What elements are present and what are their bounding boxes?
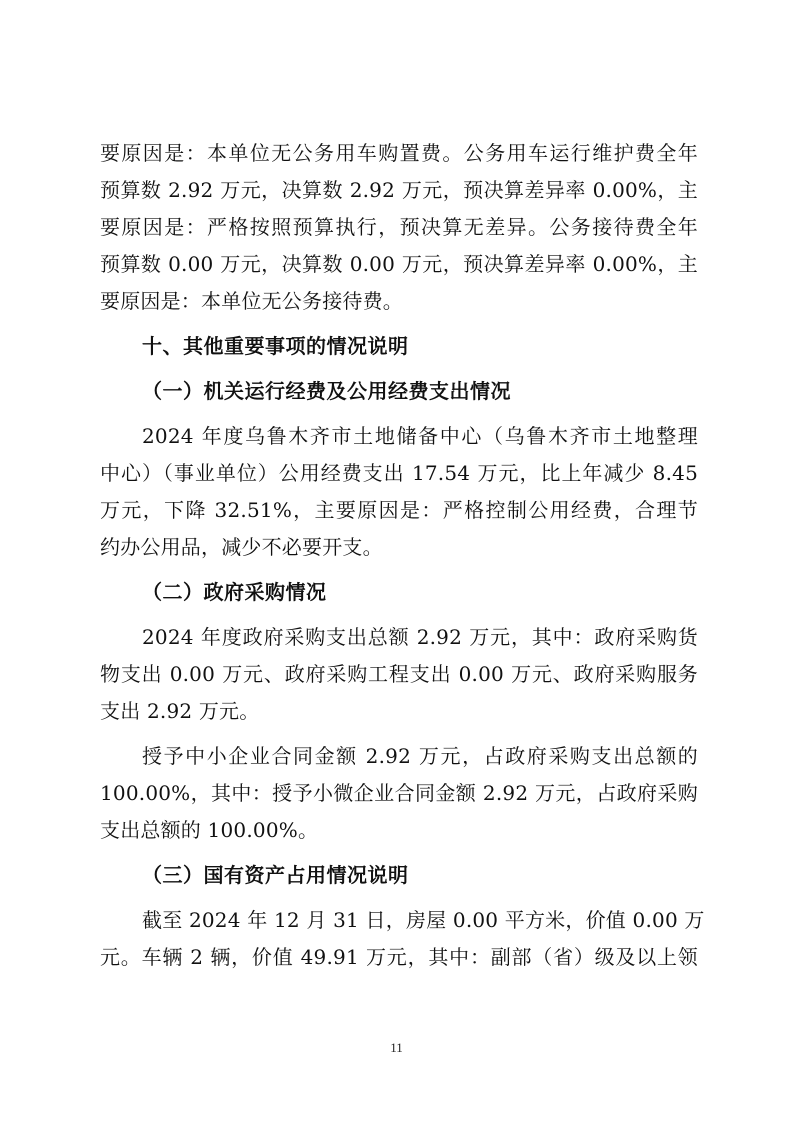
paragraph-line: 2024 年度乌鲁木齐市土地储备中心（乌鲁木齐市土地整理: [142, 424, 698, 448]
paragraph-line: 预算数 2.92 万元，决算数 2.92 万元，预决算差异率 0.00%，主: [100, 178, 698, 202]
section-heading: 十、其他重要事项的情况说明: [142, 334, 409, 358]
subsection-2-paragraph-1: [100, 619, 698, 730]
paragraph-line: 中心）（事业单位）公用经费支出 17.54 万元，比上年减少 8.45: [100, 461, 698, 485]
paragraph-line: 预算数 0.00 万元，决算数 0.00 万元，预决算差异率 0.00%，主: [100, 252, 698, 276]
subsection-heading-1: （一）机关运行经费及公用经费支出情况: [142, 379, 511, 403]
document-body: [100, 135, 705, 976]
subsection-heading-2: （二）政府采购情况: [142, 580, 327, 604]
paragraph-line: 2024 年度政府采购支出总额 2.92 万元，其中：政府采购货: [142, 625, 698, 649]
paragraph-line: 100.00%，其中：授予小微企业合同金额 2.92 万元，占政府采购: [100, 781, 698, 805]
paragraph-line: 万元，下降 32.51%，主要原因是：严格控制公用经费，合理节: [100, 498, 698, 522]
paragraph-line: 物支出 0.00 万元、政府采购工程支出 0.00 万元、政府采购服务: [100, 662, 698, 686]
paragraph-line: 支出总额的 100.00%。: [100, 818, 319, 842]
paragraph-line: 要原因是：本单位无公务用车购置费。公务用车运行维护费全年: [100, 141, 698, 165]
intro-paragraph: [100, 135, 698, 320]
paragraph-line: 要原因是：本单位无公务接待费。: [100, 289, 403, 313]
subsection-2-paragraph-2: [100, 738, 698, 849]
subsection-3-paragraph: [100, 902, 705, 976]
paragraph-line: 支出 2.92 万元。: [100, 699, 260, 723]
paragraph-line: 授予中小企业合同金额 2.92 万元，占政府采购支出总额的: [142, 744, 698, 768]
paragraph-line: 元。车辆 2 辆，价值 49.91 万元，其中：副部（省）级及以上领: [100, 945, 698, 969]
paragraph-line: 约办公用品，减少不必要开支。: [100, 535, 383, 559]
subsection-heading-3: （三）国有资产占用情况说明: [142, 863, 409, 887]
subsection-1-paragraph: [100, 418, 698, 566]
page-number: 11: [390, 1040, 403, 1055]
paragraph-line: 要原因是：严格按照预算执行，预决算无差异。公务接待费全年: [100, 215, 698, 239]
paragraph-line: 截至 2024 年 12 月 31 日，房屋 0.00 平方米，价值 0.00 万: [142, 908, 705, 932]
